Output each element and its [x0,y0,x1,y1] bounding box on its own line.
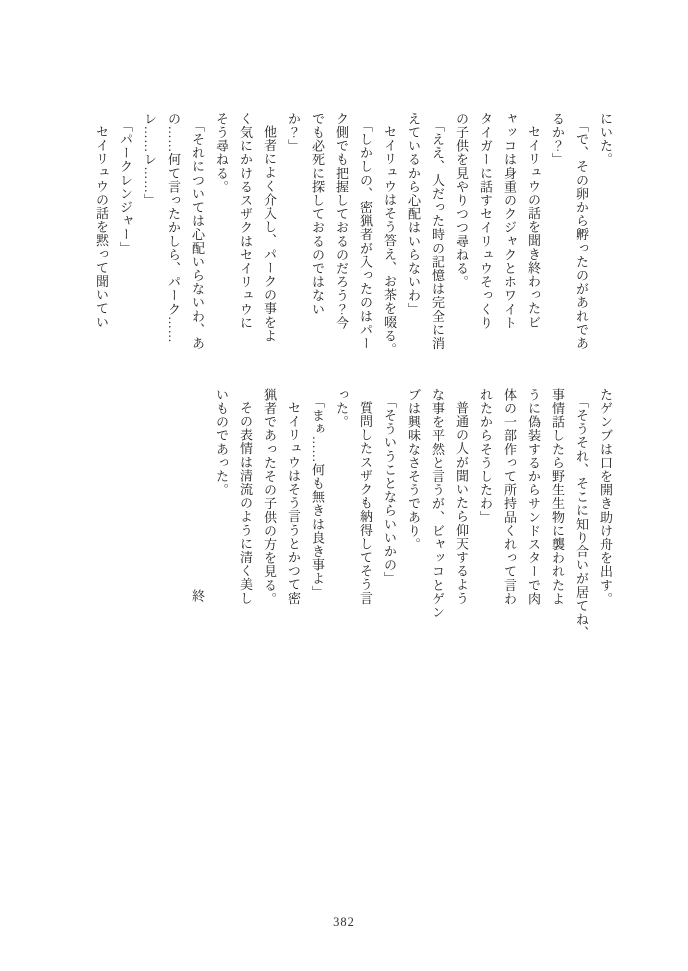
text-line: 「しかしの、密猟者が入ったのはパー [358,118,373,350]
text-line: セイリュウはそう言うとかつて密 [286,401,301,605]
text-line: 「パークレンジャー」 [118,118,133,255]
text-line: の……何て言ったかしら、パーク…… [166,112,181,344]
text-line: にいた。 [598,112,613,167]
text-line: 「それについては心配いらないわ、あ [190,118,205,350]
text-line: 猟者であったその子供の方を見る。 [262,388,277,606]
text-line: タイガーに話すセイリュウそっくり [478,112,493,330]
text-line: でも必死に探しておるのではない [310,112,325,316]
text-line: レ……レ……」 [142,112,157,208]
text-line: るか？」 [550,112,565,167]
text-line: ク側でも把握しておるのだろう？今 [334,112,349,330]
text-line: 事情話したら野生生物に襲われたよ [550,388,565,606]
text-line: 「そういうことならいいかの」 [382,394,397,585]
text-line: その表情は清流のように清く美し [238,401,253,605]
text-line: うに偽装するからサンドスターで肉 [526,388,541,606]
text-block-bottom [185,388,617,640]
text-line: 「ええ、人だった時の記憶は完全に消 [430,118,445,350]
text-line: セイリュウの話を聞き終わったビ [526,125,541,329]
page-number: 382 [333,915,355,929]
end-mark: 終 [190,589,205,603]
text-line: 「で、その卵から孵ったのがあれであ [574,118,589,350]
text-line: な事を平然と言うが、ビャッコとゲン [430,388,445,620]
text-line: えているから心配はいらないわ」 [406,112,421,316]
text-block-top [89,112,617,357]
text-line: セイリュウはそう答え、お茶を啜る。 [382,125,397,357]
text-line: ャッコは身重のクジャクとホワイト [502,112,517,330]
text-line: く気にかけるスザクはセイリュウに [238,112,253,330]
text-line: 他者によく介入し、パークの事をよ [262,125,277,343]
text-line: か？」 [286,112,301,153]
text-line: 普通の人が聞いたら仰天するよう [454,401,469,605]
text-line: たゲンブは口を開き助け舟を出す。 [598,388,613,606]
text-line: ブは興味なさそうであり。 [406,388,421,552]
text-line: の子供を見やりつつ尋ねる。 [454,112,469,289]
text-line: 「まぁ……何も無きは良き事よ」 [310,394,325,599]
text-line: セイリュウの話を黙って聞いてい [94,125,109,329]
text-line: 質問したスザクも納得してそう言 [358,401,373,605]
text-line: れたからそうしたわ」 [478,388,493,524]
text-line: った。 [334,388,349,429]
text-line: 体の一部作って所持品くれって言わ [502,388,517,606]
text-line: 「そうそれ、そこに知り合いが居てね、 [574,394,589,640]
text-line: いものであった。 [214,388,229,497]
text-line: そう尋ねる。 [214,112,229,194]
